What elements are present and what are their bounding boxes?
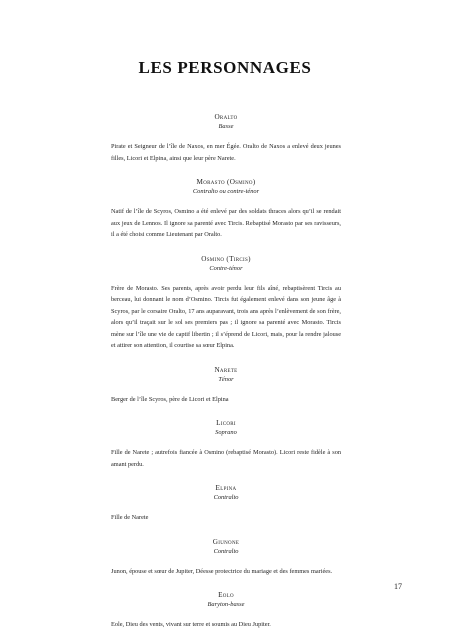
character-name: Narete bbox=[214, 365, 238, 374]
character-eolo bbox=[111, 590, 341, 631]
character-name: Oralto bbox=[214, 113, 238, 121]
character-name: Giunone bbox=[212, 537, 240, 546]
character-name: Eolo bbox=[218, 591, 234, 599]
character-giunone bbox=[111, 537, 341, 578]
character-licori bbox=[111, 418, 341, 470]
character-list bbox=[111, 112, 341, 644]
character-name: Elpina bbox=[215, 484, 237, 492]
character-description: Junon, épouse et sœur de Jupiter, Déesse protectrice du mariage et des femmes mariées. bbox=[111, 567, 333, 575]
character-voice: Contralto bbox=[213, 494, 239, 501]
page-number: 17 bbox=[394, 582, 402, 591]
character-voice: Soprano bbox=[215, 429, 237, 436]
character-elpina bbox=[111, 483, 341, 524]
character-name: Licori bbox=[216, 419, 236, 427]
character-description: Natif de l’île de Scyros, Osmino a été enlevé par des soldats thraces alors qu’il se rendait aux jeux de Lennos. Il ignore sa parenté avec Tircis. Rebaptisé Morasto par ses ravisseurs, il a été choisi comme Lieutenant par Oralto. bbox=[111, 208, 341, 238]
character-narete bbox=[111, 365, 341, 406]
page-title: LES PERSONNAGES bbox=[138, 58, 312, 77]
character-description: Fille de Narete ; autrefois fiancée à Osmino (rebaptisé Morasto). Licori reste fidèle à son amant perdu. bbox=[111, 449, 341, 468]
character-name: Osmino (Tircis) bbox=[201, 254, 251, 263]
character-voice: Contralto bbox=[213, 547, 239, 555]
character-description: Frère de Morasto. Ses parents, après avoir perdu leur fils aîné, rebaptisèrent Tircis au berceau, lui donnant le nom d’Osmino. Tircis fut également enlevé dans son jeune âge à Scyros, par le corsaire Oralto, 17 ans auparavant, trois ans après l’enlèvement de son frère, alors qu’il traçait sur le sol ses premiers pas ; il ignore sa parenté avec Morasto. Tircis mène sur l’île une vie de captif libertin ; il s’éprend de Licori, mais, pour la rendre jalouse et attirer son attention, il courtise sa sœur Elpina. bbox=[111, 284, 341, 349]
character-oralto bbox=[111, 112, 341, 164]
character-name: Morasto (Osmino) bbox=[196, 178, 256, 186]
character-description: Pirate et Seigneur de l’île de Naxos, en mer Égée. Oralto de Naxos a enlevé deux jeunes filles, Licori et Elpina, ainsi que leur père Narete. bbox=[111, 143, 341, 162]
character-description: Eole, Dieu des vents, vivant sur terre et soumis au Dieu Jupiter. bbox=[111, 621, 271, 628]
character-voice: Baryton-basse bbox=[207, 601, 245, 608]
character-description: Fille de Narete bbox=[111, 514, 149, 521]
character-voice: Contralto ou contre-ténor bbox=[192, 188, 260, 195]
character-morasto bbox=[111, 177, 341, 241]
character-description: Berger de l’île Scyros, père de Licori et Elpina bbox=[111, 395, 229, 403]
character-voice: Ténor bbox=[218, 375, 234, 383]
character-osmino bbox=[111, 254, 341, 352]
character-voice: Contre-ténor bbox=[209, 264, 243, 272]
character-voice: Basse bbox=[218, 123, 234, 130]
